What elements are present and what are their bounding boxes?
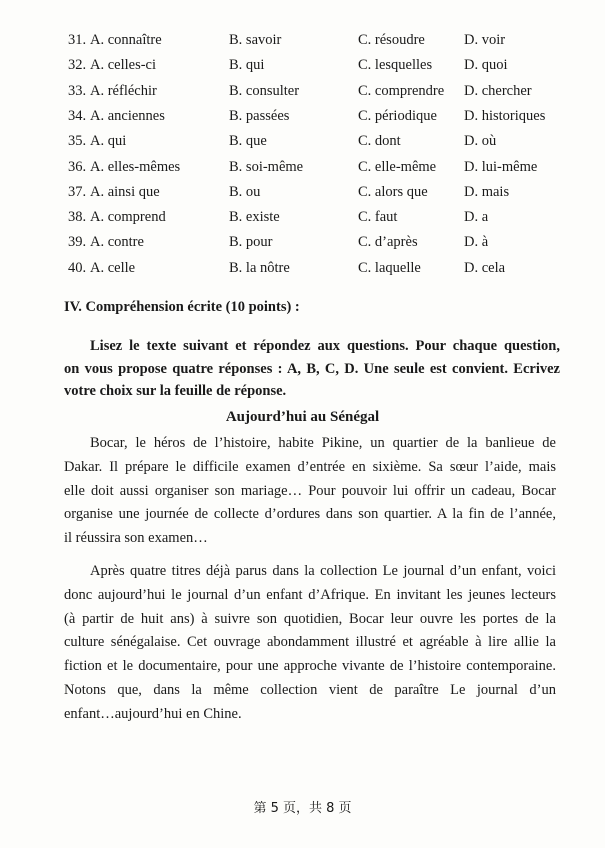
option-b: B. la nôtre	[229, 259, 290, 276]
text-line: donc aujourd’hui le journal d’un enfant d’Afrique. En invitant les jeunes lecteurs	[64, 586, 556, 603]
question-number: 40.	[68, 259, 87, 276]
option-d: D. à	[464, 234, 489, 251]
question-row	[0, 156, 605, 178]
question-row	[0, 105, 605, 127]
option-b: B. savoir	[229, 32, 282, 48]
text-line: elle doit aussi organiser son mariage… Pour pouvoir lui offrir un cadeau, Bocar	[64, 482, 556, 499]
text-line: fiction et le documentaire, pour une approche vivante de l’histoire contemporaine.	[64, 658, 556, 675]
text-title: Aujourd’hui au Sénégal	[225, 409, 380, 425]
option-d: D. quoi	[464, 57, 508, 74]
question-row	[0, 54, 605, 76]
option-d: D. chercher	[464, 82, 532, 99]
option-b: B. ou	[229, 183, 261, 200]
option-d: D. lui-même	[464, 158, 538, 175]
option-c: C. d’après	[358, 234, 418, 251]
question-row	[0, 231, 605, 253]
text-line: culture sénégalaise. Cet ouvrage abondamment illustré et agréable à lire allie la	[64, 634, 556, 651]
question-row	[0, 181, 605, 203]
page-footer: 第 5 页，共 8 页	[253, 801, 352, 816]
option-a: A. contre	[90, 234, 144, 251]
option-b: B. passées	[229, 107, 290, 124]
section-heading: IV. Compréhension écrite (10 points) :	[64, 299, 300, 315]
question-number: 32.	[68, 57, 87, 74]
option-b: B. consulter	[229, 82, 300, 99]
question-number: 34.	[68, 107, 87, 124]
option-a: A. celles-ci	[90, 57, 157, 74]
option-c: C. dont	[358, 133, 401, 150]
option-a: A. elles-mêmes	[90, 158, 181, 175]
option-a: A. connaître	[90, 32, 162, 48]
text-line: organise une journée de collecte d’ordures dans son quartier. A la fin de l’année,	[64, 506, 556, 523]
option-a: A. ainsi que	[90, 183, 160, 200]
question-row	[0, 29, 605, 51]
option-b: B. qui	[229, 57, 265, 74]
question-row	[0, 80, 605, 102]
option-c: C. lesquelles	[358, 57, 433, 74]
option-b: B. soi-même	[229, 158, 304, 175]
text-line: il réussira son examen…	[64, 530, 208, 547]
option-a: A. anciennes	[90, 107, 165, 124]
option-b: B. que	[229, 133, 267, 150]
instruction-line: Lisez le texte suivant et répondez aux questions. Pour chaque question,	[90, 338, 560, 354]
text-line: Bocar, le héros de l’histoire, habite Pikine, un quartier de la banlieue de	[90, 435, 556, 451]
text-line: enfant…aujourd’hui en Chine.	[64, 705, 242, 722]
option-a: A. réfléchir	[90, 82, 157, 99]
question-row	[0, 206, 605, 228]
option-c: C. résoudre	[358, 32, 425, 48]
paragraph-1	[64, 432, 556, 551]
option-b: B. existe	[229, 209, 280, 226]
option-c: C. périodique	[358, 107, 437, 124]
question-number: 35.	[68, 133, 87, 150]
question-number: 39.	[68, 234, 87, 251]
question-row	[0, 257, 605, 279]
option-c: C. laquelle	[358, 259, 421, 276]
option-d: D. historiques	[464, 107, 546, 124]
instructions	[64, 335, 560, 403]
question-number: 38.	[68, 209, 87, 226]
option-b: B. pour	[229, 234, 273, 251]
instruction-line: votre choix sur la feuille de réponse.	[64, 383, 287, 399]
option-a: A. qui	[90, 133, 127, 150]
instruction-line: on vous propose quatre réponses : A, B, C, D. Une seule est convient. Ecrivez	[64, 360, 560, 377]
question-number: 37.	[68, 183, 87, 200]
option-d: D. cela	[464, 259, 506, 276]
option-d: D. où	[464, 133, 497, 150]
option-d: D. voir	[464, 32, 506, 48]
paragraph-2	[64, 560, 556, 727]
option-c: C. faut	[358, 209, 398, 226]
option-a: A. comprend	[90, 209, 166, 226]
text-line: Dakar. Il prépare le difficile examen d’entrée en sixième. Sa sœur l’aide, mais	[64, 458, 556, 475]
option-c: C. elle-même	[358, 158, 437, 175]
option-d: D. mais	[464, 183, 510, 200]
question-number: 31.	[68, 32, 87, 48]
option-d: D. a	[464, 209, 489, 226]
option-c: C. alors que	[358, 183, 428, 200]
question-number: 33.	[68, 82, 87, 99]
text-line: Notons que, dans la même collection vient de paraître Le journal d’un	[64, 681, 556, 698]
option-a: A. celle	[90, 259, 136, 276]
text-line: (à partir de huit ans) à suivre son quotidien, Bocar leur ouvre les portes de la	[64, 610, 556, 627]
question-number: 36.	[68, 158, 87, 175]
question-row	[0, 130, 605, 152]
option-c: C. comprendre	[358, 82, 445, 99]
text-line: Après quatre titres déjà parus dans la collection Le journal d’un enfant, voici	[90, 563, 556, 579]
